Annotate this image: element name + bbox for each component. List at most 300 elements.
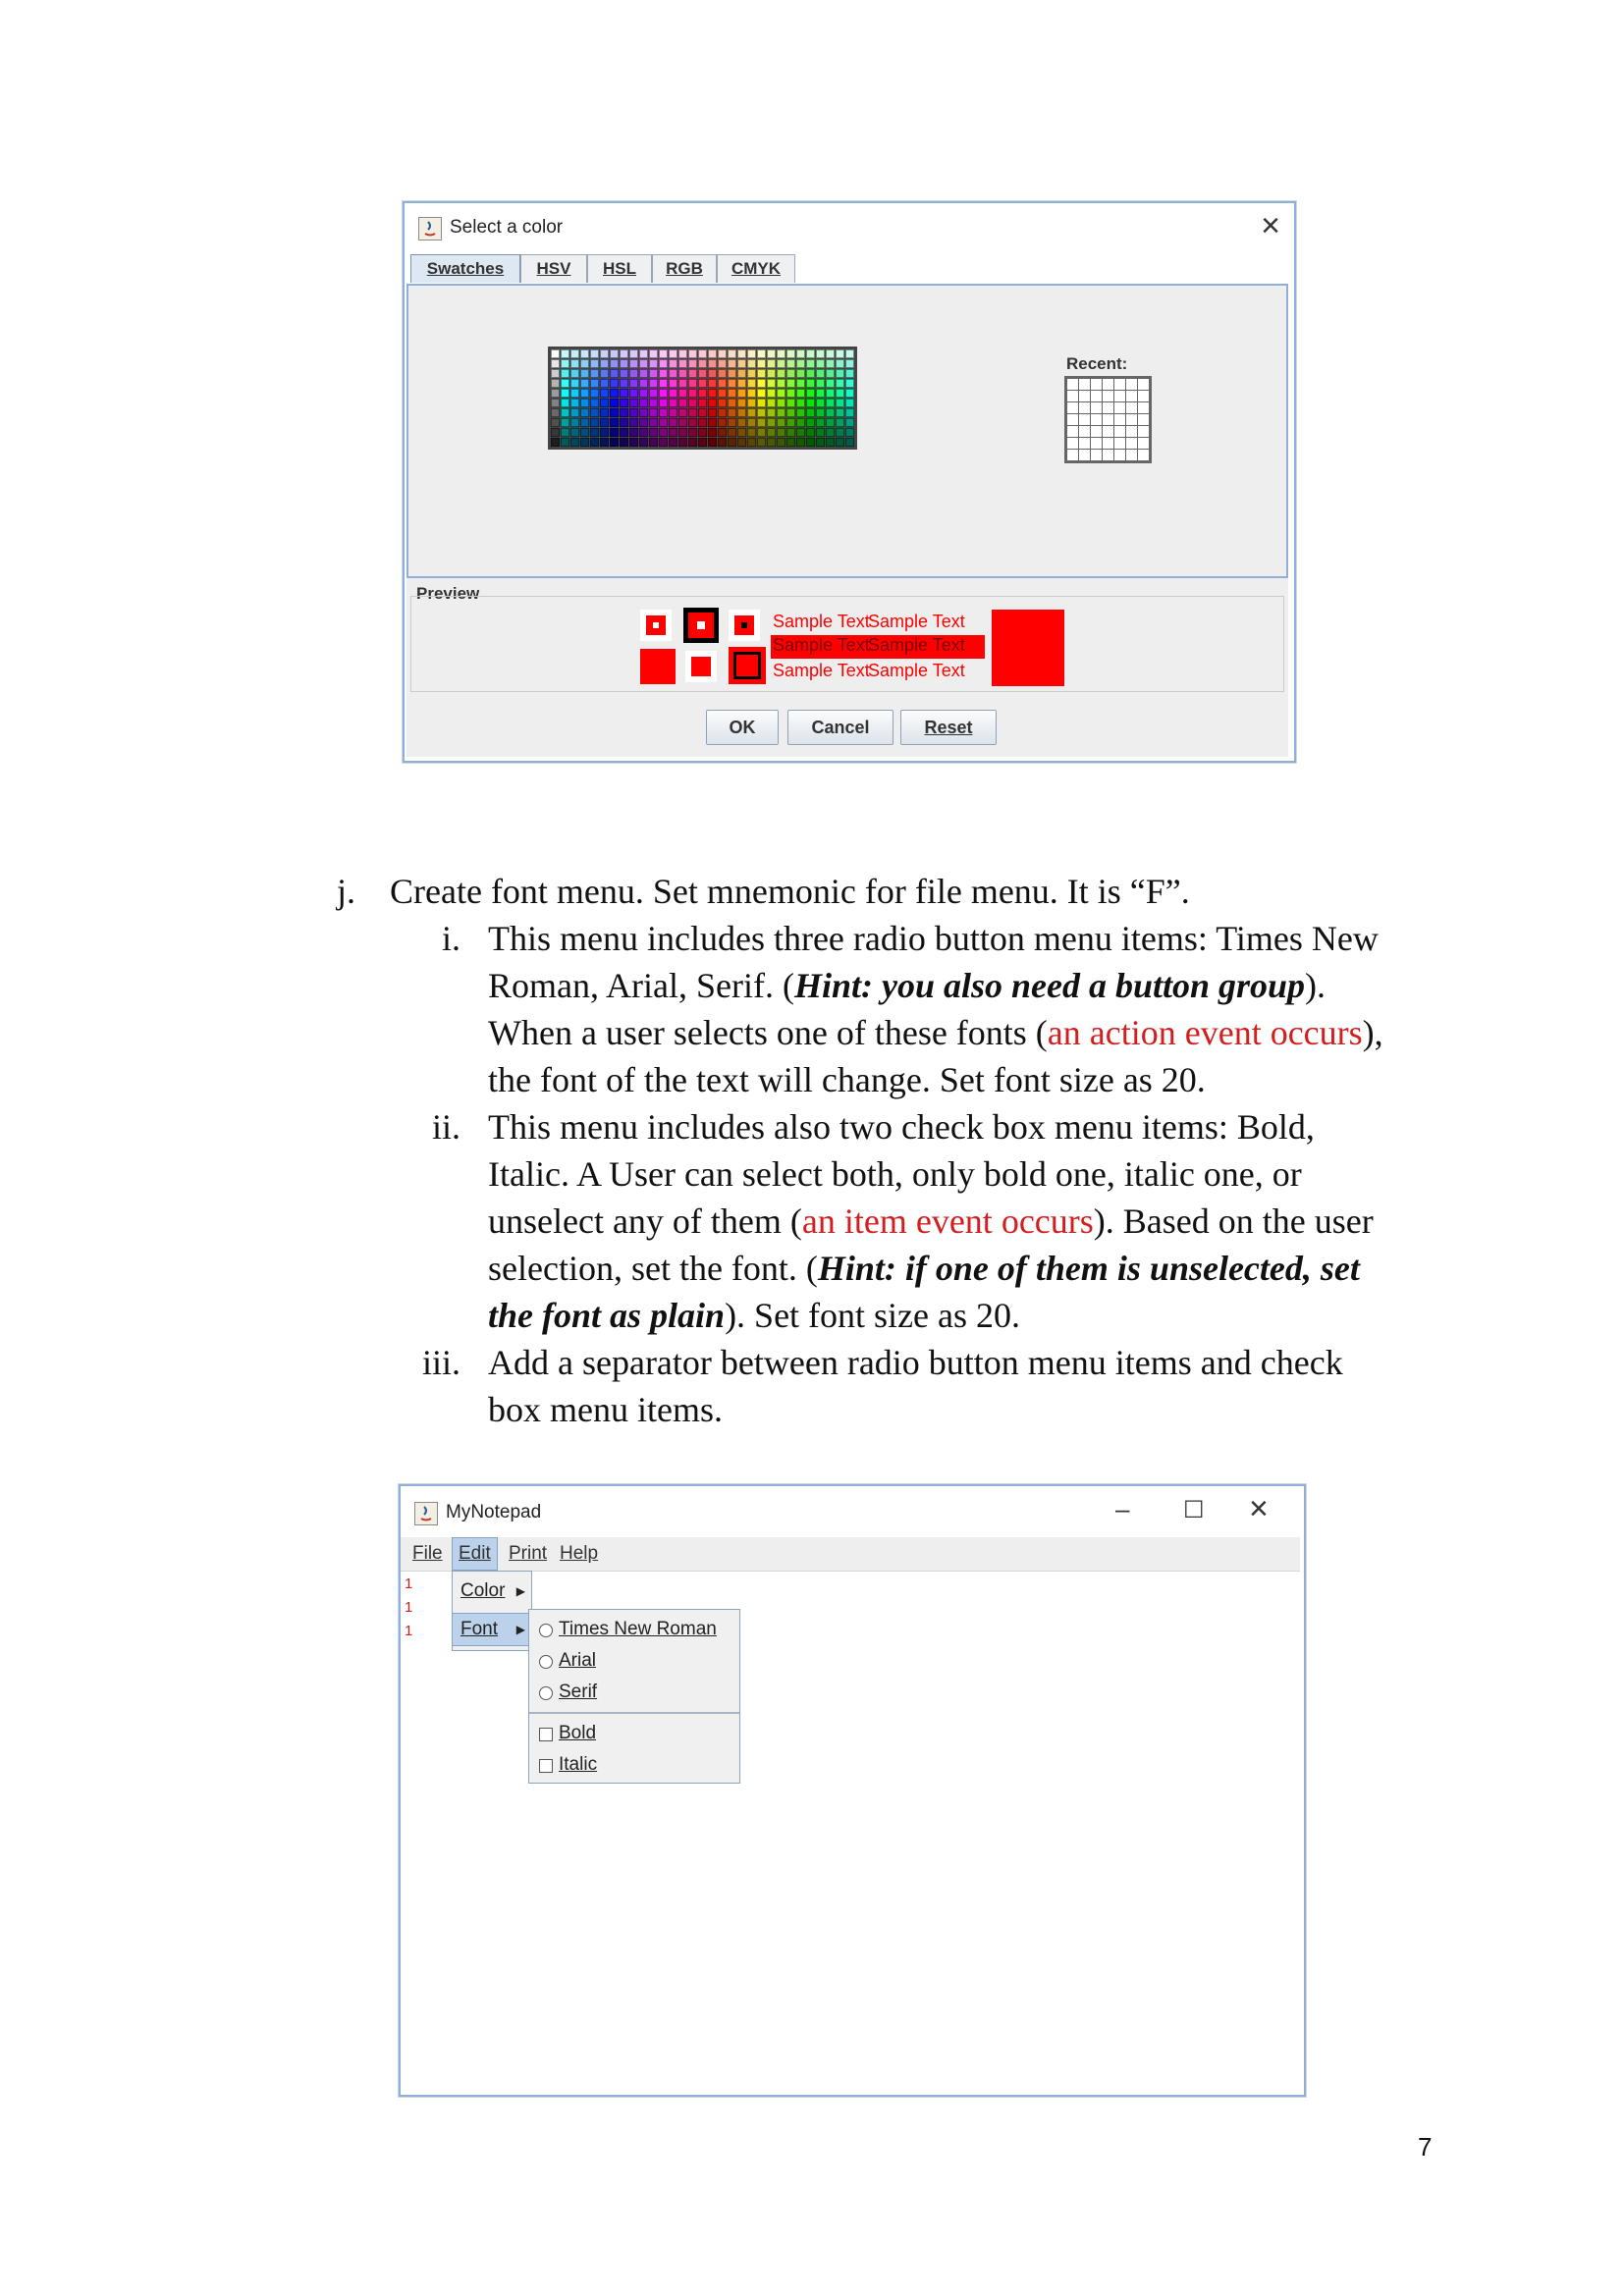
recent-swatch[interactable] — [1079, 450, 1090, 460]
recent-swatch[interactable] — [1067, 450, 1078, 460]
color-swatch[interactable] — [678, 349, 687, 358]
color-swatch[interactable] — [767, 399, 776, 407]
color-swatch[interactable] — [826, 359, 835, 368]
color-swatch[interactable] — [845, 438, 854, 447]
tab-hsv[interactable]: HSV — [520, 254, 587, 283]
recent-swatch[interactable] — [1126, 391, 1137, 401]
color-swatch[interactable] — [826, 379, 835, 388]
color-swatch[interactable] — [561, 418, 569, 427]
color-swatch[interactable] — [836, 369, 844, 378]
color-swatch[interactable] — [639, 389, 648, 398]
close-icon[interactable]: × — [1249, 1490, 1269, 1527]
color-swatch[interactable] — [570, 349, 579, 358]
color-swatch[interactable] — [688, 369, 697, 378]
menu-help[interactable]: Help — [560, 1543, 599, 1564]
color-swatch[interactable] — [757, 408, 766, 417]
color-swatch[interactable] — [747, 359, 756, 368]
color-swatch[interactable] — [649, 408, 658, 417]
color-swatch[interactable] — [639, 379, 648, 388]
tab-rgb[interactable]: RGB — [652, 254, 717, 283]
color-swatch[interactable] — [718, 428, 727, 437]
font-check-bold[interactable]: Bold — [529, 1718, 739, 1749]
color-swatch[interactable] — [786, 438, 795, 447]
color-swatch[interactable] — [639, 408, 648, 417]
color-swatch[interactable] — [757, 389, 766, 398]
color-swatch[interactable] — [806, 359, 815, 368]
color-swatch[interactable] — [728, 389, 736, 398]
color-swatch[interactable] — [629, 399, 638, 407]
color-swatch[interactable] — [580, 349, 589, 358]
menu-item-font[interactable]: Font ▶ — [453, 1613, 531, 1646]
recent-swatch[interactable] — [1114, 438, 1125, 449]
color-swatch[interactable] — [561, 359, 569, 368]
color-swatch[interactable] — [836, 438, 844, 447]
color-swatch[interactable] — [777, 408, 785, 417]
color-swatch[interactable] — [767, 359, 776, 368]
color-swatch[interactable] — [777, 359, 785, 368]
color-swatch[interactable] — [551, 408, 560, 417]
color-swatch[interactable] — [786, 369, 795, 378]
color-swatch[interactable] — [580, 408, 589, 417]
color-swatch[interactable] — [708, 359, 717, 368]
color-swatch[interactable] — [639, 369, 648, 378]
color-swatch[interactable] — [786, 379, 795, 388]
color-swatch[interactable] — [757, 418, 766, 427]
recent-swatch[interactable] — [1126, 438, 1137, 449]
recent-swatch[interactable] — [1067, 438, 1078, 449]
color-swatch[interactable] — [551, 428, 560, 437]
color-swatch[interactable] — [747, 379, 756, 388]
color-swatch[interactable] — [708, 349, 717, 358]
color-swatch[interactable] — [728, 359, 736, 368]
color-swatch[interactable] — [728, 349, 736, 358]
color-swatch[interactable] — [737, 389, 746, 398]
color-swatch[interactable] — [629, 369, 638, 378]
recent-swatch[interactable] — [1103, 379, 1113, 390]
color-swatch[interactable] — [757, 428, 766, 437]
color-swatch[interactable] — [767, 369, 776, 378]
color-swatch[interactable] — [806, 418, 815, 427]
color-swatch[interactable] — [708, 399, 717, 407]
color-swatch[interactable] — [629, 349, 638, 358]
color-swatch[interactable] — [845, 369, 854, 378]
color-swatch[interactable] — [728, 408, 736, 417]
color-swatch[interactable] — [728, 428, 736, 437]
color-swatch[interactable] — [786, 389, 795, 398]
recent-swatch[interactable] — [1114, 391, 1125, 401]
color-swatch[interactable] — [570, 389, 579, 398]
color-swatch[interactable] — [590, 399, 599, 407]
color-swatch[interactable] — [669, 349, 677, 358]
color-swatch[interactable] — [708, 418, 717, 427]
color-swatch[interactable] — [561, 438, 569, 447]
color-swatch[interactable] — [708, 389, 717, 398]
color-swatch[interactable] — [678, 408, 687, 417]
color-swatch[interactable] — [806, 438, 815, 447]
color-swatch[interactable] — [620, 369, 628, 378]
color-swatch[interactable] — [649, 438, 658, 447]
color-swatch[interactable] — [649, 359, 658, 368]
color-swatch[interactable] — [816, 438, 825, 447]
color-swatch[interactable] — [580, 418, 589, 427]
recent-swatch[interactable] — [1091, 414, 1102, 425]
recent-swatch[interactable] — [1138, 379, 1149, 390]
color-swatch[interactable] — [708, 379, 717, 388]
color-swatch[interactable] — [698, 359, 707, 368]
recent-swatch[interactable] — [1067, 391, 1078, 401]
cancel-button[interactable]: Cancel — [787, 710, 893, 745]
color-swatch[interactable] — [826, 418, 835, 427]
color-swatch[interactable] — [551, 359, 560, 368]
color-swatch[interactable] — [610, 359, 619, 368]
color-swatch[interactable] — [836, 399, 844, 407]
color-swatch[interactable] — [600, 438, 609, 447]
color-swatch[interactable] — [659, 408, 668, 417]
recent-swatch[interactable] — [1138, 414, 1149, 425]
color-swatch[interactable] — [551, 379, 560, 388]
color-swatch[interactable] — [580, 379, 589, 388]
color-swatch[interactable] — [786, 418, 795, 427]
color-swatch[interactable] — [620, 349, 628, 358]
maximize-icon[interactable]: ☐ — [1183, 1497, 1205, 1523]
color-swatch[interactable] — [836, 408, 844, 417]
color-swatch[interactable] — [737, 369, 746, 378]
color-swatch[interactable] — [845, 379, 854, 388]
color-swatch[interactable] — [777, 379, 785, 388]
color-swatch[interactable] — [806, 399, 815, 407]
color-swatch[interactable] — [816, 349, 825, 358]
color-swatch[interactable] — [708, 369, 717, 378]
color-swatch[interactable] — [580, 399, 589, 407]
color-swatch[interactable] — [649, 349, 658, 358]
color-swatch[interactable] — [590, 379, 599, 388]
color-swatch[interactable] — [629, 438, 638, 447]
recent-swatch[interactable] — [1138, 438, 1149, 449]
color-swatch[interactable] — [669, 359, 677, 368]
color-swatch[interactable] — [669, 369, 677, 378]
color-swatch[interactable] — [757, 359, 766, 368]
color-swatch[interactable] — [570, 379, 579, 388]
color-swatch[interactable] — [845, 418, 854, 427]
color-swatch[interactable] — [600, 379, 609, 388]
color-swatch[interactable] — [777, 418, 785, 427]
color-swatch[interactable] — [747, 369, 756, 378]
color-swatch[interactable] — [698, 408, 707, 417]
recent-swatch[interactable] — [1138, 426, 1149, 437]
color-swatch[interactable] — [698, 389, 707, 398]
color-swatch[interactable] — [561, 408, 569, 417]
color-swatch[interactable] — [767, 428, 776, 437]
color-swatch[interactable] — [816, 369, 825, 378]
color-swatch[interactable] — [796, 379, 805, 388]
menu-edit[interactable]: Edit — [452, 1537, 498, 1571]
color-swatch[interactable] — [757, 438, 766, 447]
color-swatch[interactable] — [659, 369, 668, 378]
color-swatch[interactable] — [737, 349, 746, 358]
color-swatch[interactable] — [747, 428, 756, 437]
tab-swatches[interactable]: Swatches — [410, 254, 520, 283]
color-swatch[interactable] — [757, 379, 766, 388]
color-swatch[interactable] — [551, 438, 560, 447]
recent-swatch[interactable] — [1126, 450, 1137, 460]
color-swatch[interactable] — [649, 418, 658, 427]
recent-swatch[interactable] — [1091, 391, 1102, 401]
color-swatch[interactable] — [649, 369, 658, 378]
color-swatch[interactable] — [816, 359, 825, 368]
recent-swatch[interactable] — [1114, 414, 1125, 425]
color-swatch[interactable] — [649, 428, 658, 437]
color-swatch[interactable] — [826, 369, 835, 378]
color-swatch[interactable] — [620, 379, 628, 388]
color-swatch[interactable] — [777, 369, 785, 378]
color-swatch[interactable] — [737, 418, 746, 427]
color-swatch[interactable] — [737, 408, 746, 417]
color-swatch[interactable] — [777, 399, 785, 407]
color-swatch[interactable] — [747, 418, 756, 427]
recent-swatch[interactable] — [1079, 414, 1090, 425]
color-swatch[interactable] — [836, 379, 844, 388]
font-radio-serif[interactable]: Serif — [529, 1677, 739, 1708]
color-swatch[interactable] — [570, 399, 579, 407]
ok-button[interactable]: OK — [706, 710, 779, 745]
recent-swatch[interactable] — [1126, 379, 1137, 390]
color-swatch[interactable] — [747, 389, 756, 398]
recent-swatch[interactable] — [1091, 450, 1102, 460]
color-swatch[interactable] — [570, 369, 579, 378]
color-swatch[interactable] — [708, 428, 717, 437]
color-swatch[interactable] — [678, 369, 687, 378]
recent-swatch[interactable] — [1103, 450, 1113, 460]
color-swatch[interactable] — [796, 349, 805, 358]
color-swatch[interactable] — [786, 349, 795, 358]
color-swatch[interactable] — [688, 408, 697, 417]
color-swatch[interactable] — [669, 438, 677, 447]
color-swatch[interactable] — [659, 379, 668, 388]
menu-print[interactable]: Print — [509, 1543, 548, 1564]
color-swatch[interactable] — [698, 349, 707, 358]
color-swatch[interactable] — [845, 349, 854, 358]
color-swatch[interactable] — [718, 379, 727, 388]
color-swatch[interactable] — [777, 349, 785, 358]
recent-swatch[interactable] — [1103, 402, 1113, 413]
color-swatch[interactable] — [678, 438, 687, 447]
color-swatch[interactable] — [806, 428, 815, 437]
color-swatch[interactable] — [590, 349, 599, 358]
font-radio-arial[interactable]: Arial — [529, 1645, 739, 1677]
color-swatch[interactable] — [688, 389, 697, 398]
color-swatch[interactable] — [688, 349, 697, 358]
color-swatch[interactable] — [845, 428, 854, 437]
color-swatch[interactable] — [698, 399, 707, 407]
color-swatch[interactable] — [620, 418, 628, 427]
color-swatch[interactable] — [708, 438, 717, 447]
recent-swatch[interactable] — [1067, 414, 1078, 425]
color-swatch[interactable] — [629, 359, 638, 368]
color-swatch[interactable] — [845, 359, 854, 368]
color-swatch[interactable] — [698, 418, 707, 427]
color-swatch[interactable] — [620, 399, 628, 407]
color-swatch[interactable] — [610, 428, 619, 437]
color-swatch[interactable] — [688, 379, 697, 388]
color-swatch[interactable] — [678, 428, 687, 437]
color-swatch[interactable] — [600, 418, 609, 427]
color-swatch[interactable] — [796, 359, 805, 368]
color-swatch[interactable] — [737, 359, 746, 368]
color-swatch[interactable] — [806, 408, 815, 417]
color-swatch[interactable] — [570, 359, 579, 368]
color-swatch[interactable] — [551, 399, 560, 407]
color-swatch[interactable] — [678, 418, 687, 427]
color-swatch[interactable] — [836, 359, 844, 368]
color-swatch[interactable] — [757, 369, 766, 378]
color-swatch[interactable] — [796, 418, 805, 427]
color-swatch[interactable] — [757, 399, 766, 407]
color-swatch[interactable] — [728, 438, 736, 447]
color-swatch[interactable] — [580, 389, 589, 398]
color-swatch[interactable] — [767, 389, 776, 398]
color-swatch[interactable] — [620, 389, 628, 398]
color-swatch[interactable] — [561, 428, 569, 437]
color-swatch[interactable] — [620, 438, 628, 447]
recent-swatch[interactable] — [1079, 426, 1090, 437]
color-swatch[interactable] — [767, 418, 776, 427]
color-swatch[interactable] — [747, 399, 756, 407]
recent-swatch[interactable] — [1079, 402, 1090, 413]
color-swatch[interactable] — [826, 349, 835, 358]
color-swatch[interactable] — [659, 389, 668, 398]
color-swatch[interactable] — [620, 428, 628, 437]
color-swatch[interactable] — [728, 369, 736, 378]
color-swatch[interactable] — [580, 438, 589, 447]
color-swatch[interactable] — [718, 399, 727, 407]
color-swatch[interactable] — [590, 408, 599, 417]
color-swatch[interactable] — [590, 369, 599, 378]
color-swatch[interactable] — [610, 408, 619, 417]
color-swatch[interactable] — [816, 418, 825, 427]
color-swatch[interactable] — [816, 389, 825, 398]
color-swatch[interactable] — [816, 408, 825, 417]
color-swatch[interactable] — [639, 349, 648, 358]
color-swatch[interactable] — [590, 359, 599, 368]
color-swatch[interactable] — [688, 418, 697, 427]
color-swatch[interactable] — [777, 428, 785, 437]
color-swatch[interactable] — [816, 379, 825, 388]
reset-button[interactable]: Reset — [900, 710, 997, 745]
recent-swatch[interactable] — [1138, 402, 1149, 413]
color-swatch[interactable] — [786, 399, 795, 407]
color-swatch[interactable] — [600, 369, 609, 378]
color-swatch[interactable] — [718, 369, 727, 378]
color-swatch[interactable] — [639, 399, 648, 407]
color-swatch[interactable] — [590, 428, 599, 437]
color-swatch[interactable] — [718, 389, 727, 398]
color-swatch[interactable] — [629, 408, 638, 417]
recent-swatch[interactable] — [1103, 391, 1113, 401]
color-swatch[interactable] — [551, 369, 560, 378]
color-swatch[interactable] — [610, 389, 619, 398]
color-swatch[interactable] — [718, 408, 727, 417]
color-swatch[interactable] — [767, 349, 776, 358]
font-radio-times-new-roman[interactable]: Times New Roman — [529, 1614, 739, 1645]
recent-swatch[interactable] — [1114, 402, 1125, 413]
color-swatch[interactable] — [629, 428, 638, 437]
color-swatch[interactable] — [659, 428, 668, 437]
color-swatch[interactable] — [806, 389, 815, 398]
color-swatch[interactable] — [688, 428, 697, 437]
color-swatch[interactable] — [826, 438, 835, 447]
color-swatch[interactable] — [786, 428, 795, 437]
color-swatch[interactable] — [806, 349, 815, 358]
color-swatch[interactable] — [600, 349, 609, 358]
recent-swatch[interactable] — [1103, 426, 1113, 437]
color-swatch[interactable] — [669, 428, 677, 437]
recent-swatch[interactable] — [1103, 438, 1113, 449]
recent-swatch[interactable] — [1138, 391, 1149, 401]
color-swatch[interactable] — [845, 408, 854, 417]
color-swatch[interactable] — [688, 438, 697, 447]
recent-swatch[interactable] — [1114, 450, 1125, 460]
color-swatch[interactable] — [600, 408, 609, 417]
color-swatch[interactable] — [767, 379, 776, 388]
color-swatch[interactable] — [737, 428, 746, 437]
color-swatch[interactable] — [561, 389, 569, 398]
color-swatch[interactable] — [796, 369, 805, 378]
color-swatch[interactable] — [629, 379, 638, 388]
color-swatch[interactable] — [718, 359, 727, 368]
color-swatch[interactable] — [551, 418, 560, 427]
color-swatch[interactable] — [669, 379, 677, 388]
color-swatch[interactable] — [561, 379, 569, 388]
color-swatch[interactable] — [767, 408, 776, 417]
recent-swatch[interactable] — [1079, 438, 1090, 449]
color-swatch[interactable] — [629, 389, 638, 398]
color-swatch[interactable] — [728, 379, 736, 388]
color-swatch[interactable] — [649, 399, 658, 407]
recent-swatch[interactable] — [1079, 391, 1090, 401]
color-swatch[interactable] — [639, 418, 648, 427]
color-swatch[interactable] — [669, 418, 677, 427]
font-check-italic[interactable]: Italic — [529, 1749, 739, 1781]
recent-swatch[interactable] — [1114, 379, 1125, 390]
color-swatch[interactable] — [737, 399, 746, 407]
color-swatch[interactable] — [806, 379, 815, 388]
color-swatch[interactable] — [796, 408, 805, 417]
color-swatch[interactable] — [747, 349, 756, 358]
color-swatch[interactable] — [767, 438, 776, 447]
color-swatch[interactable] — [570, 428, 579, 437]
color-swatch[interactable] — [796, 438, 805, 447]
color-swatch[interactable] — [610, 369, 619, 378]
tab-hsl[interactable]: HSL — [587, 254, 652, 283]
color-swatch[interactable] — [570, 438, 579, 447]
recent-swatch[interactable] — [1091, 426, 1102, 437]
color-swatch[interactable] — [816, 399, 825, 407]
color-swatch[interactable] — [796, 389, 805, 398]
color-swatch[interactable] — [600, 359, 609, 368]
recent-swatch[interactable] — [1138, 450, 1149, 460]
color-swatch[interactable] — [600, 399, 609, 407]
color-swatch[interactable] — [570, 408, 579, 417]
recent-swatch[interactable] — [1091, 379, 1102, 390]
recent-swatch[interactable] — [1067, 402, 1078, 413]
color-swatch[interactable] — [698, 379, 707, 388]
color-swatch[interactable] — [669, 408, 677, 417]
color-swatch[interactable] — [610, 418, 619, 427]
color-swatch[interactable] — [669, 399, 677, 407]
color-swatch[interactable] — [737, 438, 746, 447]
color-swatch[interactable] — [678, 399, 687, 407]
color-swatch[interactable] — [688, 359, 697, 368]
